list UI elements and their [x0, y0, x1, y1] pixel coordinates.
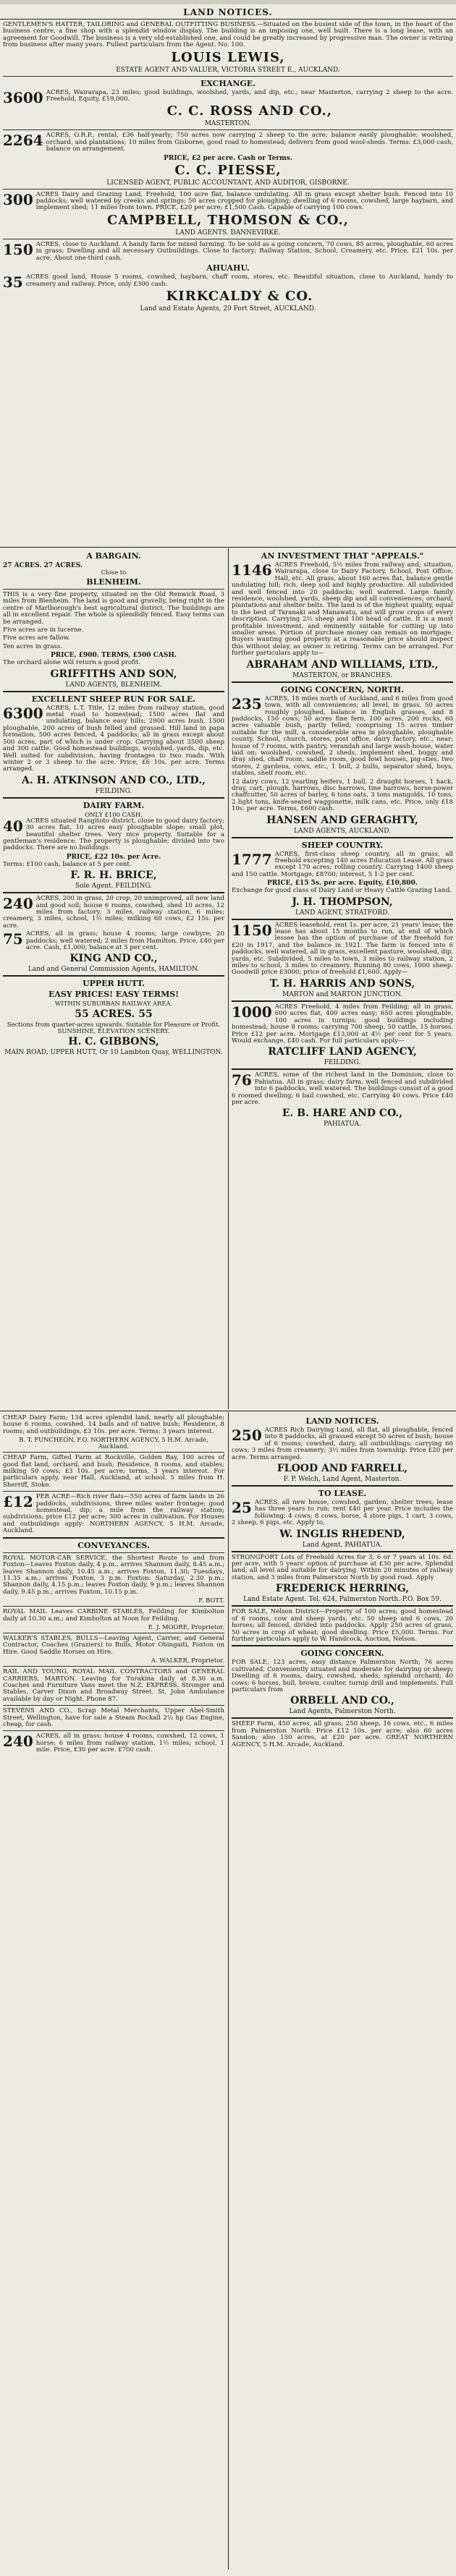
inglis-sub: Land Agent, PAHIATUA. [302, 1541, 383, 1549]
exchange-text: ACRES, Wairarapa, 23 miles; good buildings, woolshed, yards, and dip, etc.; near Masterton, carrying 2 sheep to the acre. Freehold, Equity, £19,000. [46, 88, 453, 103]
exchange-heading: EXCHANGE. [200, 78, 256, 88]
strongfort-text: STRONGFORT Lots of Freehold Acres for 3, 6 or 7 years at 10s. 6d. per acre, with 5 years' option of purchase at £30 per acre. Splendid land, all level and suitable for dairying. Within 20 minutes of railway station, and 3 miles from Palmerston North by good road. Apply [232, 1553, 453, 1581]
gisborne-num: 2264 [3, 132, 43, 150]
sheepcountry-num: 1777 [232, 850, 272, 868]
section-rule-1 [0, 547, 456, 548]
auckland-text1: ACRES, close to Auckland. A handy farm for mixed farming. To be sold as a going concern, 70 cows, 85 acres, ploughable, 60 acres in grass; Dwelling and all necessary Outbuildings. Close to factory; Railway Station, School, Creamery, etc. Price, £21 10s. per acre. About one-third cash. [35, 240, 453, 262]
king-sub: Land and General Commission Agents, HAMILTON. [28, 966, 200, 974]
royalmail-text: ROYAL MOTOR-CAR SERVICE, the Shortest Route to and from Foxton—Leaves Foxton daily, 4 p.m., arrives Shannon daily, 8.45 a.m.; leaves Shannon daily, 10.45 a.m.; arrives Foxton, 11.30; Tuesdays, 11.35 a.m.; arrives Foxton, 3 p.m. Foxton: Saturday, 2.30 p.m.; Shannon daily, 4.15 p.m.; leaves Foxton daily, 9 p.m.; leaves Shannon daily, 9.45 p.m.; arrives Foxton, 10.15 p.m. [3, 1554, 224, 1596]
sheepcountry-text: ACRES, first-class sheep country, all in grass, all freehold excepting 140 acres Education Lease. All grass except 170 acres; rolling country. Carrying 1400 sheep and 150 cattle. Mortgage, £8700; interest, 5 1-2 per cent. [232, 850, 453, 878]
nelson-text: FOR SALE, Nelson District—Property of 100 acres; good homestead of 6 rooms, cow and sheep yards, etc. 50 sheep and 6 cows, 20 horses; all fenced, divided into paddocks. Apply 250 acres of grass, 50 acres in crop of wheat; good dwelling. Price £5,000. Terms. For further particulars apply to W. Handcock, Auction, Nelson. [232, 1608, 453, 1643]
harris-firm: T. H. HARRIS AND SONS, [269, 977, 415, 990]
bargain-place: BLENHEIM. [86, 577, 141, 587]
gibbons-name: H. C. GIBBONS, [68, 1036, 159, 1048]
ahuahu-heading: AHUAHU. [206, 263, 250, 273]
ratcliff-firm: RATCLIFF LAND AGENCY, [268, 1046, 417, 1058]
flood-firm: FLOOD AND FARRELL, [276, 1463, 408, 1475]
atkinson-sub: FEILDING. [95, 787, 132, 795]
goingconcern2-text: FOR SALE, 123 acres, easy distance Palmerston North; 76 acres cultivated, Conveniently situated and moderate for dairying or sheep; Dwelling of 6 rooms, dairy, cowshed, sheds; splendid orchard; 40 cows; 6 horses, bull, brown, coulter, turnip drill and implements. Full particulars from [232, 1659, 453, 1693]
sheepcountry-head: SHEEP COUNTRY. [301, 840, 384, 850]
sheepcountry-text2: Exchange for good class of Dairy Land or Heavy Cattle Grazing Land. [232, 887, 452, 895]
atkinson-firm: A. H. ATKINSON AND CO., LTD., [22, 774, 206, 786]
thompson-sub: LAND AGENT, STRATFORD. [295, 909, 390, 917]
griffiths-firm: GRIFFITHS AND SON, [50, 668, 177, 680]
goingconcern-num: 235 [232, 694, 262, 713]
conveyances-heading: CONVEYANCES. [77, 1540, 150, 1550]
tolease-num: 25 [232, 1499, 252, 1517]
hamilton-num1: 240 [3, 895, 33, 913]
right-column-upper [232, 550, 453, 1128]
feilding-num: 1000 [232, 1003, 272, 1021]
brice-sub: Sole Agent. FEILDING. [75, 883, 153, 890]
hansen-sub: LAND AGENTS, AUCKLAND. [294, 827, 391, 835]
stables-owner: E. J. MOORE, Proprietor. [148, 1623, 224, 1631]
campbell-firm: CAMPBELL, THOMSON & CO., [107, 212, 349, 228]
left-column-lower [3, 1415, 224, 1756]
column-divider-lower [228, 1412, 229, 2569]
sheepcountry-price: PRICE, £15 5s. per acre. Equity, £10,800. [267, 880, 418, 888]
tolease-text: ACRES, all new house, cowshed, garden, shelter trees; lease has three years to run; rent £40 per year. Price includes the following: 4 cows; 8 cows, horse, 4 store pigs, 1 cart, 3 cows, 2 sheep, 6 pigs, etc. Apply to, [232, 1499, 453, 1527]
goingconcern-head: GOING CONCERN, NORTH. [280, 684, 405, 694]
auckland-num1: 150 [3, 240, 33, 258]
upperhutt-head: UPPER HUTT. [83, 979, 145, 989]
king-firm: KING AND CO., [69, 953, 158, 965]
ratcliff-sub: FEILDING. [324, 1059, 361, 1067]
pahiatua-num: 250 [232, 1427, 262, 1444]
page-top-strip [0, 0, 456, 4]
dairyfarm-num: 40 [3, 817, 23, 835]
upperhutt-sub: WITHIN SUBURBAN RAILWAY AREA. [54, 1000, 173, 1008]
gentlemen-ad: GENTLEMEN'S HATTER, TAILORING and GENERAL OUTFITTING BUSINESS.—Situated on the busiest side of the town, in the heart of the business centre, a fine shop with a splendid window display. The building is an imposing one, well built. There is a long lease, with an agreement for Goodwill. The business is a very old-established one, and could be greatly increased by progressive man. The owner is retiring from business after many years. Fullest particulars from the Agent. No. 100. [3, 21, 453, 49]
sheepfarm-text: SHEEP Farm, 450 acres, all grass; 250 sheep, 16 cows, etc., 6 miles from Palmerston North. Price £12 10s. per acre; also 60 acres Sandon; also 150 acres, at £20 per acre. GREAT NORTHERN AGENCY, 5 H.M. Arcade, Auckland. [232, 1720, 453, 1748]
orbell-firm: ORBELL AND CO., [290, 1695, 394, 1707]
feilding-text: ACRES Freehold, 4 miles from Feilding; all in grass, 600 acres flat, 400 acres easy; 650 acres ploughable, 100 acres in turnips; good buildings including homestead, house 8 rooms; carrying 700 sheep, 50 cattle, 15 horses. Price £12 per acre. Mortgage £13,000 at 4½ per cent for 5 years. Would exchange, £40 cash. For full particulars apply— [232, 1003, 453, 1045]
dairy300-num: 300 [3, 190, 33, 208]
kirkcaldy-firm: KIRKCALDY & CO. [166, 288, 313, 304]
hare-firm: E. B. HARE AND CO., [282, 1108, 403, 1120]
upperhutt-acres: 55 ACRES. 55 [75, 1008, 153, 1021]
gisborne-price: PRICE, £2 per acre. Cash or Terms. [164, 154, 292, 162]
dairy76-num: 76 [232, 1071, 252, 1089]
tolease-head: TO LEASE. [318, 1489, 367, 1499]
thompson-name: J. H. THOMPSON, [292, 896, 393, 908]
sheep6300-head: EXCELLENT SHEEP RUN FOR SALE. [31, 694, 196, 704]
hare-sub: PAHIATUA. [324, 1121, 361, 1128]
hamilton-num2: 240 [3, 1733, 33, 1751]
ross-place: MASTERTON. [204, 120, 252, 128]
column-divider-upper [228, 548, 229, 1409]
bargain-l5: The orchard alone will return a good profit. [3, 659, 141, 667]
invest-text: ACRES Freehold, 5½ miles from railway and; situation, Wairarapa, close to Dairy Factory, School, Post Office, Hall, etc. All grass, about 160 acres flat, balance gentle undulating hill; rich, deep soil and highly productive. All subdivided and well fenced into 20 paddocks; well watered. Large family residence, woolshed, yards, sheep dip and all conveniences; orchard, plantations and shelter belts. The land is of the highest quality, equal to the best of Taranaki and Manawatu, and will grow crops of every description. Carrying 2½ sheep and 100 head of cattle. It is a most profitable investment, and eminently suitable for cutting up into smaller areas. Portion of purchase money can remain on mortgage. Buyers wanting good property at a reasonable price should inspect this without delay, as owner is retiring. Terms can be arranged. For further particulars apply to— [232, 561, 453, 658]
upperhutt-easy: EASY PRICES! EASY TERMS! [48, 990, 180, 1000]
goingconcern-text: ACRES, 18 miles north of Auckland, and 6 miles from good town, with all conveniences; all level, in grass, 50 acres roughly ploughed, balance in English grasses, and 8 paddocks, 150 cows; 50 acres fine fern, 100 acres, 200 rocks, 60 acres valuable bush, partly felled; comprising 15 acres timber suitable for the mill, a considerable area in ploughable, ploughable county. School, church, stores, post office, dairy factory, etc., near; house of 7 rooms, with pantry, verandah and large wash-house, water laid on; woolshed, cowshed, 2 sheds, implement shed, buggy and dray shed, chaff room, saddle room, good fowl houses, pig-sties, two stores, 2 gardens, cows, etc., 1 bull, 2 bulls, separator shed, boys, stables, shelf room, etc. [232, 694, 453, 778]
left-column-upper [3, 550, 224, 1056]
bargain-close: Close to [101, 569, 127, 576]
auckland-num2: 35 [3, 273, 23, 292]
pahiatua-head: LAND NOTICES. [305, 1416, 379, 1426]
hamilton-text1: ACRES, 200 in grass, 20 crop, 20 unimproved, all new land and good soil; house 6 rooms, cowshed, shed 10 acres, 12 miles from factory, 3 miles, railway station, 6 miles; creamery, 3 miles, school, 1½ miles; milking 60 cows, £2 15s. per acre. [3, 895, 224, 930]
inglis-name: W. INGLIS RHEDEND, [279, 1528, 405, 1540]
lewis-name: LOUIS LEWIS, [171, 49, 285, 65]
leased-text: ACRES leasehold, rent 1s. per acre, 21 years' lease; the lease has about 15 months to run, at end of which lessee has the option of purchase of the freehold for £20 in 1917, and the balance in 1921. The farm is fenced into 6 paddocks, well watered, all in grass, excellent pasture, woolshed, dip, yards, etc. Subdivided, 5 miles to town, 3 miles to railway station, 2 miles to school, 3 miles to creamery. Running 80 cows, 1000 sheep. Goodwill price £3000; price of freehold £1,600. Apply— [232, 921, 453, 977]
cheapdairy-text1: CHEAP Dairy Farm; 134 acres splendid land, nearly all ploughable; house 6 rooms, cowshed, 14 bails and of native bush; Residence, 8 rooms; and outbuildings, £3 10s. per acre. Terms; 3 years interest. [3, 1414, 224, 1435]
dairyfarm-terms: Terms: £100 cash, balance at 5 per cent. [3, 860, 132, 868]
bargain-acres: 27 ACRES. 27 ACRES. [3, 562, 83, 569]
dairyfarm-price: PRICE, £22 10s. per Acre. [66, 853, 161, 861]
leased-num: 1150 [232, 921, 272, 939]
exchange-num: 3600 [3, 88, 43, 106]
dairyfarm-text: ACRES situated Rangitoto district, close to good dairy factory; 30 acres flat, 10 acres easy ploughable slope; small plot, beautiful shelter trees. Very nice property. Suitable for a gentleman's residence. The property is ploughable; divided into two paddocks. There are no buildings. [3, 817, 224, 852]
sheep6300-num: 6300 [3, 704, 43, 722]
gisborne-text: ACRES, O.R.P., rental, £36 half-yearly; 750 acres now carrying 2 sheep to the acre; balance easily ploughable; woolshed, orchard, and plantations; 10 miles from Gisborne, good road to homestead; delivers from good wool-sheds. Terms: £3,000 cash, balance on arrangement. [46, 132, 453, 153]
bargain-text: THIS is a very fine property, situated on the Old Renwick Road, 3 miles from Blenheim. The land is good and gravelly, being right in the centre of Marlborough's best agricultural district. The buildings are all in excellent repair. The whole is splendidly fenced. Easy terms can be arranged. [3, 591, 224, 626]
hamilton-text2: ACRES, all in grass; house 4 rooms, cowshed, 12 cows, 1 horse; 6 miles from railway station, 1½ miles; school, 1 mile. Price, £30 per acre. £700 cash. [35, 1733, 224, 1754]
abraham-sub: MASTERTON, or BRANCHES. [292, 671, 392, 679]
ross-firm: C. C. ROSS AND CO., [166, 103, 333, 119]
stevens-text: STEVENS AND CO., Scrap Metal Merchants, Upper Abel-Smith Street, Wellington, have for sale a Steam Rockall 2½ hp Gas Engine, cheap, for cash. [3, 1707, 224, 1728]
rent-amount: £12 [3, 1493, 33, 1511]
bargain-head: A BARGAIN. [86, 551, 141, 561]
abraham-firm: ABRAHAM AND WILLIAMS, LTD., [246, 658, 439, 671]
sheep6300-text: ACRES, L.T. Title, 12 miles from railway station, good metal road to homestead; 1500 acres flat and undulating, balance easy hills; 2900 acres bush, 1500 ploughable, 200 acres of bush felled and grassed. Hill land in papa formation, 500 acres fenced, 4 paddocks; all in grass except about 500 acres, part of which is under crop. Carrying about 3500 sheep and 300 cattle. Good homestead buildings, woolshed, yards, dip, etc. Well suited for subdivision, having frontages to two roads. With winter 2 or 3 sheep to the acre. Price, £6 10s. per acre. Terms arranged. [3, 704, 224, 773]
orbell-sub: Land Agents, Palmerston North. [289, 1708, 396, 1716]
right-column-lower [232, 1415, 453, 1750]
young-text: RAIL AND YOUNG, ROYAL MAIL CONTRACTORS and GENERAL CARRIERS, MARTON. Leaving for Turakina daily at 8.30 a.m. Coaches and Furniture Vans meet the N.Z. EXPRESS. Stronger and Stables, Carver Dixon and Broadway Street. St. John Ambulance available by day or Night. Phone 87. [3, 1668, 224, 1703]
top-section [3, 22, 453, 313]
stables-text: ROYAL MAIL Leaves CARBINE STABLES, Feilding for Kimbolton daily at 10.30 a.m.; and Kimbolton at Noon for Feilding. [3, 1608, 224, 1623]
royalmail-owner: F. BOTT. [198, 1597, 224, 1604]
brice-name: F. R. H. BRICE, [70, 870, 157, 882]
herring-name: FREDERICK HERRING, [275, 1583, 410, 1595]
bargain-l4: PRICE, £900. TERMS, £500 CASH. [51, 652, 177, 660]
griffiths-sub: LAND AGENTS, BLENHEIM. [65, 681, 162, 689]
campbell-sub: LAND AGENTS. DANNEVIRKE. [175, 229, 281, 237]
invest-head: AN INVESTMENT THAT "APPEALS." [261, 551, 424, 561]
bargain-l1: Five acres are in lucerne. [3, 626, 84, 634]
hamilton-num3: 75 [3, 930, 23, 948]
piesse-sub: LICENSED AGENT, PUBLIC ACCOUNTANT, AND AUDITOR, GISBORNE. [106, 179, 350, 187]
header-rule [0, 19, 456, 20]
upperhutt-view: SUNSHINE, ELEVATION SCENERY. [57, 1027, 170, 1035]
kirkcaldy-sub: Land and Estate Agents, 29 Fort Street, AUCKLAND. [140, 305, 316, 313]
goingconcern2-head: GOING CONCERN. [300, 1649, 384, 1659]
bargain-l3: Ten acres in grass. [3, 642, 62, 650]
piesse-name: C. C. PIESSE, [174, 162, 282, 178]
walker-text: WALKER'S STABLES, BULLS—Leaving Agent, Carrier, and General Contractor, Coaches (Graziers) to Bulls, Motor Ohingaiti, Foxton on Hire. Good Saddle Horses on Hire. [3, 1634, 224, 1656]
hansen-firm: HANSEN AND GERAGHTY, [266, 814, 418, 826]
bargain-l2: Five acres are fallow. [3, 634, 70, 642]
dairyfarm-sub: ONLY £100 CASH. [85, 810, 143, 818]
dairyfarm-head: DAIRY FARM. [83, 800, 145, 810]
pahiatua-text: ACRES Rich Dairying Land, all flat, all ploughable, fenced into 8 paddocks, all grassed except 50 acres of bush; house of 6 rooms; cowshed, dairy, all outbuildings; carrying 60 cows; 3 miles from creamery; 3½ miles from township. Price £20 per acre. Terms arranged. [232, 1427, 453, 1461]
gibbons-sub: MAIN ROAD, UPPER HUTT, Or 10 Lambton Quay, WELLINGTON. [4, 1049, 223, 1057]
harris-sub: MARTON and MARTON JUNCTION. [282, 990, 402, 998]
cheapdairy-agent: B. T. FUNCHEON, F.O. NORTHERN AGENCY, 5 H.M. Arcade, Auckland. [19, 1436, 208, 1450]
flood-sub: F. P. Welch, Land Agent, Masterton. [283, 1476, 402, 1484]
goingconcern-text2: 12 dairy cows, 12 yearling heifers, 1 bull, 2 draught horses, 1 hack, dray, cart, plough, harrows, disc harrows, tine harrows, horse-power chaffcutter, 50 acres of barley, 6 tons oats, 3 tons mangolds, 10 tons, 2 light tons, knife-seated waggonette, milk cans, etc. Price, only £18 10s. per acre. Terms, £600 cash. [232, 778, 453, 813]
walker-owner: A. WALKER, Proprietor. [151, 1657, 224, 1665]
hamilton-text3: ACRES, all in grass; house 4 rooms; large cowbyre; 20 paddocks; well watered; 2 miles from Hamilton. Price, £40 per acre. Cash, £1,000; balance at 5 per cent. [25, 930, 224, 951]
cheapdairy-text2: CHEAP Farm, Gifted Farm at Rockville, Golden Bay, 100 acres of good flat land, orchard, and bush; Residence, 8 rooms, and stables; milking 50 cows; £3 10s. per acre; terms, 3 years interest. For particulars apply, near Hall, Auckland, at school. 5 miles from H. Sherriff, Stoke. [3, 1454, 224, 1489]
dairy300-text: ACRES Dairy and Grazing Land, Freehold, 100 acre flat, balance undulating. All in grass except shelter bush. Fenced into 10 paddocks; well watered by creeks and springs; 50 acres cropped for ploughing; dwelling of 6 rooms, cowshed, large haybarn, and implement shed; 11 miles from town. PRICE, £20 per acre; £1,500 Cash. Capable of carrying 100 cows. [35, 190, 453, 212]
herring-sub: Land Estate Agent. Tel. 624, Palmerston North. P.O. Box 59. [243, 1596, 442, 1604]
page-title: LAND NOTICES. [183, 7, 273, 17]
rent-text: PER ACRE—Rich river flats—550 acres of farm lands in 26 paddocks, subdivisions, three miles water frontage; good homestead, dip; a mile from the railway station; subdivisions; price £12 per acre; 300 acres in cultivation. For Houses and outbuildings apply: NORTHERN AGENCY, 5 H.M. Arcade, Auckland. [3, 1493, 224, 1535]
upperhutt-sections: Sections from quarter-acres upwards. Suitable for Pleasure or Profit. [7, 1021, 221, 1029]
auckland-text2: ACRES good land, House 5 rooms, cowshed, haybarn, chaff room, stores, etc. Beautiful situation, close to Auckland, handy to creamery and railway. Price, only £300 cash. [25, 273, 453, 288]
invest-num: 1146 [232, 561, 272, 579]
dairy76-text: ACRES, some of the richest land in the Dominion, close to Pahiatua. All in grass; dairy farm, well fenced and subdivided into 6 paddocks, well watered. The buildings consist of a good 6 roomed dwelling; 6 bail cowshed, etc. Carrying 40 cows. Price £40 per acre. [232, 1071, 453, 1106]
lewis-sub: ESTATE AGENT AND VALUER, VICTORIA STREET E., AUCKLAND. [116, 66, 340, 74]
